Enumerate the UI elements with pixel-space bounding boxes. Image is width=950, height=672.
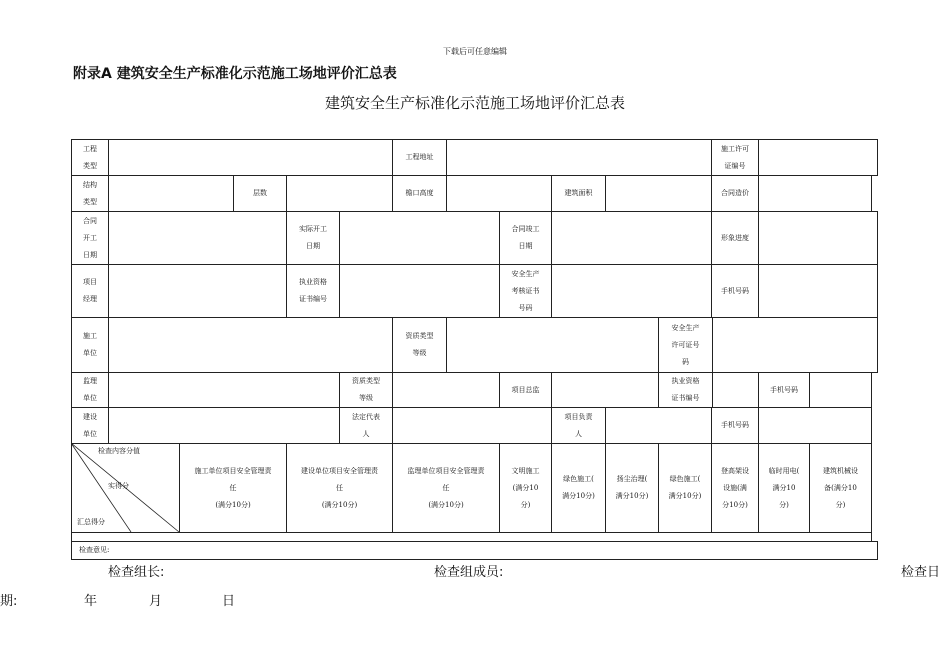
label-construction-unit: 施工 单位	[71, 317, 109, 373]
score-col-machinery: 建筑机械设 备(满分10 分)	[809, 443, 872, 533]
label-owner-unit: 建设 单位	[71, 407, 109, 444]
diag-label-content: 检查内容分值	[98, 447, 140, 455]
value-building-area[interactable]	[605, 175, 712, 212]
label-phone-1: 手机号码	[711, 264, 759, 318]
label-project-lead: 项目负责 人	[551, 407, 606, 444]
diag-label-score: 实得分	[108, 482, 129, 490]
value-legal-rep[interactable]	[392, 407, 552, 444]
value-owner-unit[interactable]	[108, 407, 340, 444]
label-eave-height: 檐口高度	[392, 175, 447, 212]
value-qualification-no[interactable]	[339, 264, 500, 318]
year-label: 年	[84, 594, 98, 609]
label-legal-rep: 法定代表 人	[339, 407, 393, 444]
diag-label-total: 汇总得分	[77, 518, 105, 526]
label-supervision-unit: 监理 单位	[71, 372, 109, 408]
label-floors: 层数	[233, 175, 287, 212]
value-safety-cert-no[interactable]	[551, 264, 712, 318]
members-label: 检查组成员:	[434, 565, 504, 580]
label-contract-start: 合同 开工 日期	[71, 211, 109, 265]
label-safety-permit-no: 安全生产 许可证号 码	[658, 317, 713, 373]
label-project-type: 工程 类型	[71, 139, 109, 176]
score-col-green-2: 绿色施工( 满分10分)	[658, 443, 712, 533]
score-col-electric: 临时用电( 满分10 分)	[758, 443, 810, 533]
value-floors[interactable]	[286, 175, 393, 212]
score-col-green-1: 绿色施工( 满分10分)	[551, 443, 606, 533]
label-structure-type: 结构 类型	[71, 175, 109, 212]
label-building-area: 建筑面积	[551, 175, 606, 212]
label-qual-grade-1: 资质类型 等级	[392, 317, 447, 373]
value-safety-permit-no[interactable]	[712, 317, 878, 373]
label-permit-no: 施工许可 证编号	[711, 139, 759, 176]
label-progress: 形象进度	[711, 211, 759, 265]
value-chief-supervisor[interactable]	[551, 372, 659, 408]
top-note: 下载后可任意编辑	[443, 47, 507, 56]
value-project-address[interactable]	[446, 139, 712, 176]
value-contract-price[interactable]	[758, 175, 872, 212]
value-phone-2[interactable]	[809, 372, 872, 408]
label-qualification-no-2: 执业资格 证书编号	[658, 372, 713, 408]
score-col-supervision-unit: 监理单位项目安全管理责 任 (满分10分)	[392, 443, 500, 533]
day-label: 日	[222, 594, 236, 609]
date-label-left: 期:	[0, 594, 18, 609]
value-phone-1[interactable]	[758, 264, 878, 318]
value-qual-grade-1[interactable]	[446, 317, 659, 373]
label-qual-grade-2: 资质类型 等级	[339, 372, 393, 408]
score-col-civilized: 文明施工 (满分10 分)	[499, 443, 552, 533]
month-label: 月	[149, 594, 163, 609]
value-supervision-unit[interactable]	[108, 372, 340, 408]
label-chief-supervisor: 项目总监	[499, 372, 552, 408]
date-label-right: 检查日	[901, 565, 941, 580]
label-actual-start: 实际开工 日期	[286, 211, 340, 265]
value-progress[interactable]	[758, 211, 878, 265]
appendix-title: 附录A 建筑安全生产标准化示范施工场地评价汇总表	[73, 66, 397, 82]
value-structure-type[interactable]	[108, 175, 234, 212]
value-construction-unit[interactable]	[108, 317, 393, 373]
value-eave-height[interactable]	[446, 175, 552, 212]
label-project-address: 工程地址	[392, 139, 447, 176]
value-project-type[interactable]	[108, 139, 393, 176]
score-col-construction-unit: 施工单位项目安全管理责 任 (满分10分)	[179, 443, 287, 533]
value-actual-start[interactable]	[339, 211, 500, 265]
value-project-lead[interactable]	[605, 407, 712, 444]
label-safety-cert-no: 安全生产 考核证书 号码	[499, 264, 552, 318]
inspection-opinion[interactable]: 检查意见:	[71, 541, 878, 560]
label-phone-2: 手机号码	[758, 372, 810, 408]
score-col-scaffold: 登高架设 设施(满 分10分)	[711, 443, 759, 533]
score-col-dust: 扬尘治理( 满分10分)	[605, 443, 659, 533]
score-col-owner-unit: 建设单位项目安全管理责 任 (满分10分)	[286, 443, 393, 533]
label-contract-price: 合同造价	[711, 175, 759, 212]
label-qualification-no: 执业资格 证书编号	[286, 264, 340, 318]
value-contract-complete[interactable]	[551, 211, 712, 265]
label-phone-3: 手机号码	[711, 407, 759, 444]
label-contract-complete: 合同竣工 日期	[499, 211, 552, 265]
value-qual-grade-2[interactable]	[392, 372, 500, 408]
value-permit-no[interactable]	[758, 139, 878, 176]
value-contract-start[interactable]	[108, 211, 287, 265]
value-project-manager[interactable]	[108, 264, 287, 318]
value-phone-3[interactable]	[758, 407, 872, 444]
value-qualification-no-2[interactable]	[712, 372, 759, 408]
leader-label: 检查组长:	[108, 565, 165, 580]
label-project-manager: 项目 经理	[71, 264, 109, 318]
table-title: 建筑安全生产标准化示范施工场地评价汇总表	[324, 94, 625, 112]
